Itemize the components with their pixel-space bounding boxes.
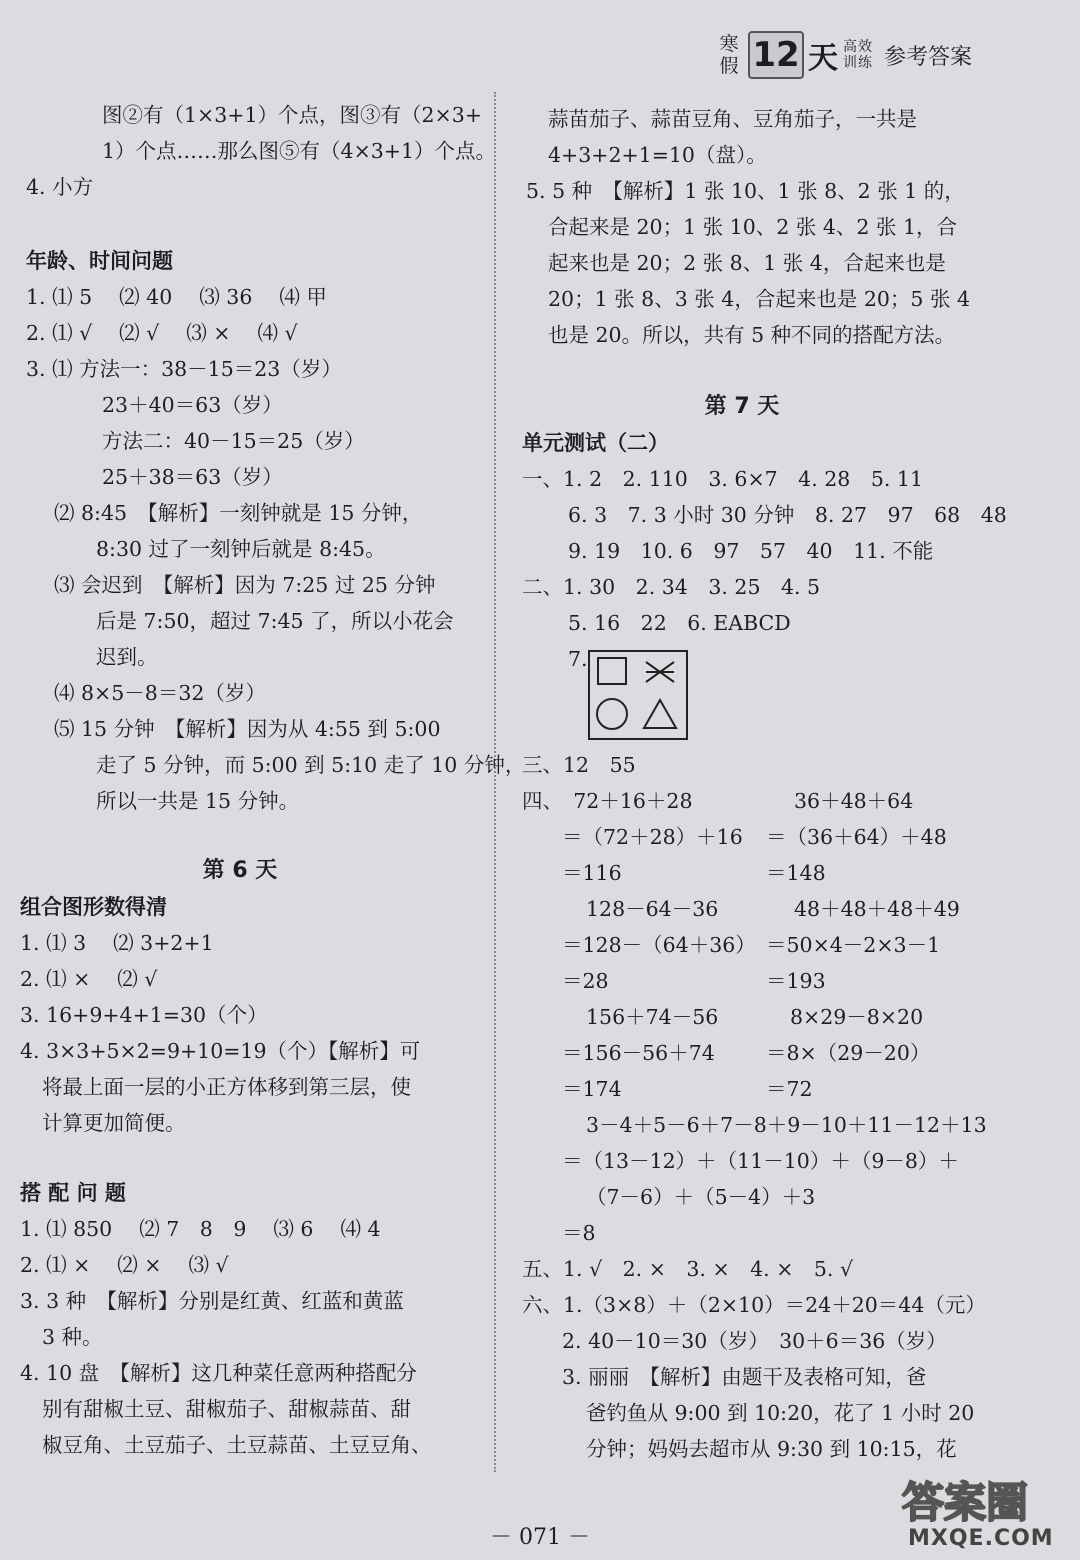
text-line: （7－6）＋（5－4）＋3: [586, 1185, 816, 1209]
text-line: 156＋74－56: [586, 1005, 719, 1029]
day-heading: 第 7 天: [704, 394, 780, 419]
text-line: 走了 5 分钟，而 5:00 到 5:10 走了 10 分钟，: [96, 753, 526, 777]
text-line: 2. ⑴ × ⑵ × ⑶ √: [20, 1253, 229, 1277]
section-heading: 单元测试（二）: [522, 431, 669, 455]
text-line: 3. 丽丽 【解析】由题干及表格可知，爸: [562, 1365, 927, 1389]
text-line: ＝116: [562, 861, 622, 885]
text-line: 图②有（1×3+1）个点，图③有（2×3+: [102, 103, 482, 127]
text-line: ＝（13－12）＋（11－10）＋（9－8）＋: [562, 1149, 959, 1173]
text-line: ＝50×4－2×3－1: [766, 933, 941, 957]
text-line: 爸钓鱼从 9:00 到 10:20，花了 1 小时 20: [586, 1401, 975, 1425]
text-line: 25＋38＝63（岁）: [102, 465, 283, 489]
text-line: ＝193: [766, 969, 826, 993]
text-line: 所以一共是 15 分钟。: [96, 789, 300, 813]
text-line: 分钟；妈妈去超市从 9:30 到 10:15，花: [586, 1437, 957, 1461]
text-line: ＝8: [562, 1221, 596, 1245]
text-line: ＝（72＋28）＋16: [562, 825, 743, 849]
text-line: 1. ⑴ 5 ⑵ 40 ⑶ 36 ⑷ 甲: [26, 285, 327, 309]
text-line: ＝72: [766, 1077, 813, 1101]
text-line: 也是 20。所以，共有 5 种不同的搭配方法。: [548, 323, 956, 347]
text-line: 5. 5 种 【解析】1 张 10、1 张 8、2 张 1 的，: [526, 179, 965, 203]
text-line: 7.: [568, 647, 588, 671]
section-heading: 搭 配 问 题: [20, 1181, 126, 1205]
square-shape: [598, 658, 626, 684]
text-line: 3. ⑴ 方法一：38－15＝23（岁）: [26, 357, 342, 381]
text-line: 起来也是 20；2 张 8、1 张 4，合起来也是: [548, 251, 946, 275]
text-line: 四、 72＋16＋28: [522, 789, 693, 813]
text-line: 4. 小方: [26, 175, 94, 199]
watermark: [902, 1470, 1072, 1556]
text-line: 2. ⑴ √ ⑵ √ ⑶ × ⑷ √: [26, 321, 298, 345]
text-line: 计算更加简便。: [42, 1111, 186, 1135]
page-header: [716, 32, 972, 78]
shapes-figure: [588, 650, 688, 740]
text-line: 48＋48＋48＋49: [794, 897, 960, 921]
text-line: 8:30 过了一刻钟后就是 8:45。: [96, 537, 386, 561]
watermark-url: MXQE.COM: [908, 1526, 1054, 1551]
text-line: 23＋40＝63（岁）: [102, 393, 283, 417]
text-line: 合起来是 20；1 张 10、2 张 4、2 张 1，合: [548, 215, 957, 239]
text-line: 将最上面一层的小正方体移到第三层，使: [42, 1075, 411, 1099]
text-line: ⑵ 8:45 【解析】一刻钟就是 15 分钟，: [54, 501, 423, 525]
text-line: ＝28: [562, 969, 609, 993]
text-line: ⑶ 会迟到 【解析】因为 7:25 过 25 分钟: [54, 573, 436, 597]
text-line: 4. 10 盘 【解析】这几种菜任意两种搭配分: [20, 1361, 417, 1385]
text-line: 9. 19 10. 6 97 57 40 11. 不能: [568, 539, 934, 563]
text-line: 六、1.（3×8）＋（2×10）＝24＋20＝44（元）: [522, 1293, 986, 1317]
days-unit: 天: [807, 41, 838, 76]
watermark-logo: 答案圈: [902, 1478, 1029, 1527]
text-line: 迟到。: [96, 645, 158, 669]
text-line: ＝（36＋64）＋48: [766, 825, 947, 849]
text-line: 3 种。: [42, 1325, 103, 1349]
text-line: 2. ⑴ × ⑵ √: [20, 967, 158, 991]
text-line: 4+3+2+1=10（盘）。: [548, 143, 767, 167]
text-line: 2. 40－10＝30（岁） 30＋6＝36（岁）: [562, 1329, 947, 1353]
text-line: 8×29－8×20: [790, 1005, 924, 1029]
text-line: ＝174: [562, 1077, 622, 1101]
days-badge: 12: [748, 31, 804, 79]
text-line: 3. 16+9+4+1=30（个）: [20, 1003, 268, 1027]
text-line: 36＋48＋64: [794, 789, 914, 813]
text-line: 1）个点……那么图⑤有（4×3+1）个点。: [102, 139, 497, 163]
text-line: 3－4＋5－6＋7－8＋9－10＋11－12＋13: [586, 1113, 987, 1137]
text-line: 4. 3×3+5×2=9+10=19（个）【解析】可: [20, 1039, 421, 1063]
text-line: ＝156－56＋74: [562, 1041, 715, 1065]
text-line: ⑸ 15 分钟 【解析】因为从 4:55 到 5:00: [54, 717, 441, 741]
circle-shape: [597, 699, 627, 729]
section-heading: 年龄、时间问题: [26, 249, 173, 273]
text-line: ＝128－（64＋36）: [562, 933, 756, 957]
cross-lines-shape: [646, 662, 674, 682]
text-line: 3. 3 种 【解析】分别是红黄、红蓝和黄蓝: [20, 1289, 404, 1313]
text-line: ＝8×（29－20）: [766, 1041, 931, 1065]
page-number: － 071 －: [490, 1525, 590, 1550]
header-title: 参考答案: [883, 44, 972, 70]
text-line: 椒豆角、土豆茄子、土豆蒜苗、土豆豆角、: [42, 1433, 432, 1457]
text-line: 三、12 55: [522, 753, 636, 777]
text-line: 128－64－36: [586, 897, 719, 921]
season-label: 寒假: [719, 33, 739, 77]
text-line: 5. 16 22 6. EABCD: [568, 611, 791, 635]
day-heading: 第 6 天: [202, 858, 278, 883]
text-line: 1. ⑴ 3 ⑵ 3+2+1: [20, 931, 214, 955]
text-line: 五、1. √ 2. × 3. × 4. × 5. √: [522, 1257, 854, 1281]
text-line: 蒜苗茄子、蒜苗豆角、豆角茄子，一共是: [548, 107, 917, 131]
series-subtitle: 高效训练: [842, 39, 873, 71]
text-line: 别有甜椒土豆、甜椒茄子、甜椒蒜苗、甜: [42, 1397, 411, 1421]
column-divider: [494, 92, 496, 1472]
triangle-shape: [644, 700, 676, 728]
text-line: ＝148: [766, 861, 826, 885]
text-line: ⑷ 8×5－8＝32（岁）: [54, 681, 266, 705]
section-heading: 组合图形数得清: [20, 895, 167, 919]
text-line: 一、1. 2 2. 110 3. 6×7 4. 28 5. 11: [522, 467, 923, 491]
text-line: 二、1. 30 2. 34 3. 25 4. 5: [522, 575, 821, 599]
text-line: 6. 3 7. 3 小时 30 分钟 8. 27 97 68 48: [568, 503, 1007, 527]
text-line: 20；1 张 8、3 张 4，合起来也是 20；5 张 4: [548, 287, 971, 311]
text-line: 后是 7:50，超过 7:45 了，所以小花会: [96, 609, 454, 633]
text-line: 1. ⑴ 850 ⑵ 7 8 9 ⑶ 6 ⑷ 4: [20, 1217, 381, 1241]
text-line: 方法二：40－15＝25（岁）: [102, 429, 365, 453]
